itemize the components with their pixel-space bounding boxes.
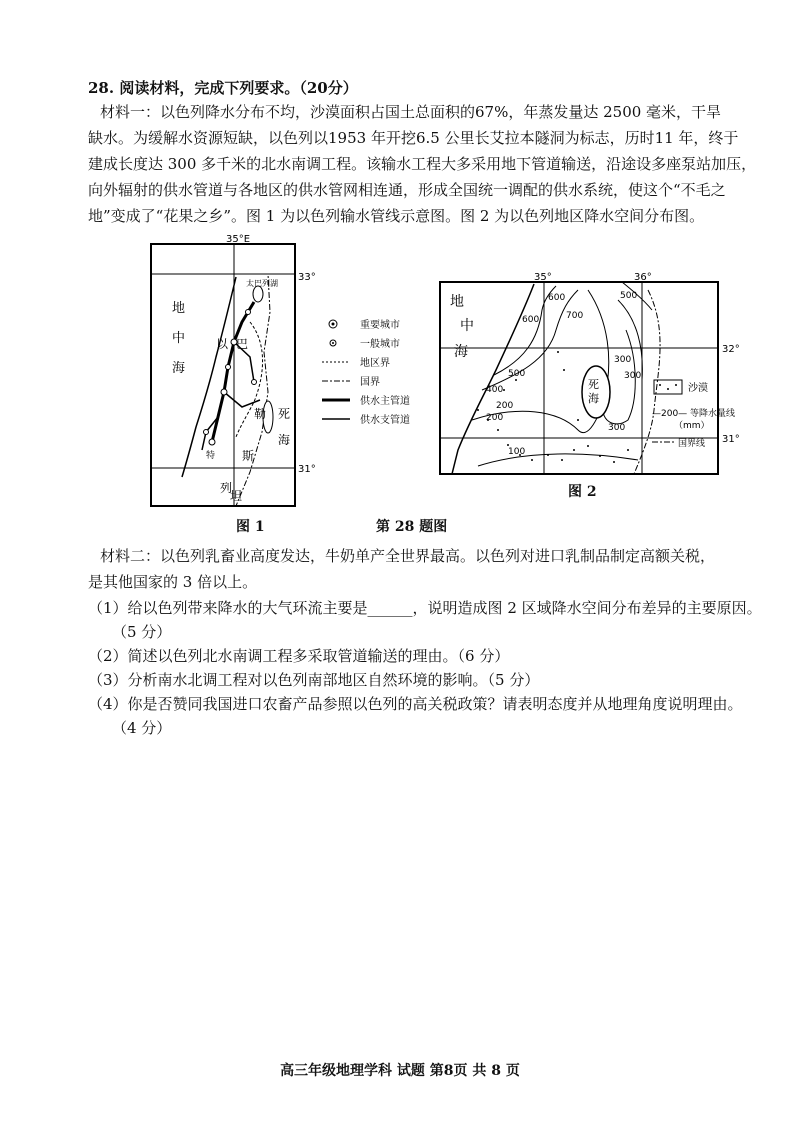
- figure-title: 第 28 题图: [376, 519, 448, 535]
- fig2-lat-top: 32°: [722, 344, 740, 355]
- fig2-legend-unit: （mm）: [674, 421, 710, 431]
- fig1-palestine-char: 巴: [236, 337, 249, 351]
- fig2-legend-border: 国界线: [678, 439, 706, 449]
- fig1-sea-char: 中: [172, 331, 186, 346]
- material2-line: 是其他国家的 3 倍以上。: [88, 573, 258, 591]
- figure2-map: [438, 270, 748, 480]
- figure1-map: [150, 232, 320, 512]
- fig2-isoline-label: 200: [496, 401, 514, 411]
- fig2-lon2: 36°: [634, 272, 652, 283]
- fig2-isoline-label: 600: [548, 293, 566, 303]
- page-footer: 高三年级地理学科 试题 第8页 共 8 页: [280, 1063, 520, 1079]
- fig1-city-initial: 特: [206, 451, 216, 461]
- fig2-isoline-label: 500: [508, 369, 526, 379]
- sub-question-4: （4）你是否赞同我国进口农畜产品参照以色列的高关税政策？请表明态度并从地理角度说明理由。: [88, 695, 743, 713]
- desert-legend-swatch: [654, 380, 682, 394]
- fig2-sea-char: 海: [454, 344, 468, 360]
- fig1-country-char: 以: [216, 337, 229, 351]
- fig1-palestine-char: 斯: [242, 449, 255, 463]
- fig1-palestine-char: 坦: [230, 489, 243, 503]
- figure2-caption: 图 2: [568, 484, 597, 500]
- legend1-item: 一般城市: [360, 339, 400, 350]
- fig1-sea-char: 海: [172, 361, 186, 376]
- material1-line: 建成长度达 300 多千米的北水南调工程。该输水工程大多采用地下管道输送，沿途设多座泵站加压，: [88, 155, 757, 173]
- figure1-caption: 图 1: [236, 519, 265, 535]
- sub-question-1: （1）给以色列带来降水的大气环流主要是______，说明造成图 2 区域降水空间分布差异的主要原因。: [88, 599, 762, 617]
- sub-question-2: （2）简述以色列北水南调工程多采取管道输送的理由。（6 分）: [88, 647, 510, 665]
- fig1-lat-top: 33°: [298, 272, 316, 283]
- fig2-legend-desert: 沙漠: [688, 383, 708, 394]
- fig2-isoline-label: 600: [522, 315, 540, 325]
- legend1-item: 地区界: [360, 358, 390, 369]
- fig1-lake-label: 太巴列湖: [246, 279, 278, 288]
- legend1-item: 供水主管道: [360, 396, 410, 407]
- material1-line: 材料一：以色列降水分布不均，沙漠面积占国土总面积的67%，年蒸发量达 2500 毫米，干旱: [100, 103, 722, 121]
- fig2-isoline-label: 500: [620, 291, 638, 301]
- fig1-sea-char: 地: [172, 301, 186, 316]
- fig2-lon1: 35°: [534, 272, 552, 283]
- material1-line: 地”变成了“花果之乡”。图 1 为以色列输水管线示意图。图 2 为以色列地区降水空间分布图。: [88, 207, 705, 225]
- question-heading: 28. 阅读材料，完成下列要求。（20分）: [88, 79, 358, 97]
- fig2-isoline-label: 300: [608, 423, 626, 433]
- fig1-lat-bottom: 31°: [298, 464, 316, 475]
- fig2-legend-isoline: —200— 等降水量线: [652, 409, 736, 419]
- fig2-lat-bottom: 31°: [722, 434, 740, 445]
- legend1-item: 重要城市: [360, 320, 400, 331]
- fig2-isoline-label: 200: [486, 413, 504, 423]
- material1-line: 向外辐射的供水管道与各地区的供水管网相连通，形成全国统一调配的供水系统，使这个“不毛之: [88, 181, 726, 199]
- fig2-isoline-label: 100: [508, 447, 526, 457]
- material2-line: 材料二：以色列乳畜业高度发达，牛奶单产全世界最高。以色列对进口乳制品制定高额关税，: [100, 547, 716, 565]
- legend1-item: 供水支管道: [360, 415, 410, 426]
- fig1-country-char: 列: [220, 481, 233, 495]
- legend1-item: 国界: [360, 377, 380, 388]
- figure1-legend: [320, 316, 440, 436]
- fig1-lon-label: 35°E: [226, 234, 251, 245]
- sub-question-1-score: （5 分）: [112, 623, 172, 641]
- fig1-dead-sea-char: 海: [278, 433, 291, 447]
- fig2-dead-sea-char: 死: [588, 378, 599, 391]
- fig2-sea-char: 中: [460, 318, 474, 334]
- fig1-palestine-char: 勒: [254, 407, 267, 421]
- fig1-dead-sea-char: 死: [278, 407, 291, 421]
- fig2-dead-sea-char: 海: [588, 392, 599, 405]
- sub-question-4-score: （4 分）: [112, 719, 172, 737]
- fig2-isoline-label: 300: [624, 371, 642, 381]
- sub-question-3: （3）分析南水北调工程对以色列南部地区自然环境的影响。（5 分）: [88, 671, 540, 689]
- fig2-isoline-label: 700: [566, 311, 584, 321]
- fig2-isoline-label: 400: [486, 385, 504, 395]
- fig2-sea-char: 地: [450, 294, 464, 310]
- fig2-isoline-label: 300: [614, 355, 632, 365]
- material1-line: 缺水。为缓解水资源短缺，以色列以1953 年开挖6.5 公里长艾拉本隧洞为标志，历时11 年，终于: [88, 129, 739, 147]
